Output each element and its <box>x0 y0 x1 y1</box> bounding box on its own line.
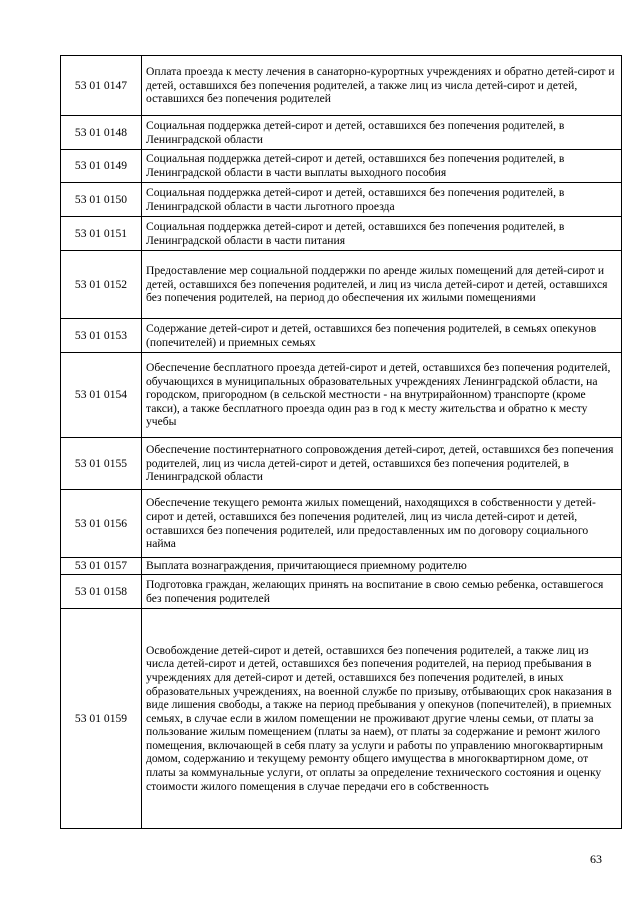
description-cell: Подготовка граждан, желающих принять на воспитание в свою семью ребенка, оставшегося без попечения родителей <box>142 575 622 609</box>
code-cell: 53 01 0157 <box>61 558 142 575</box>
code-cell: 53 01 0149 <box>61 150 142 183</box>
code-cell: 53 01 0148 <box>61 116 142 150</box>
description-cell: Социальная поддержка детей-сирот и детей, оставшихся без попечения родителей, в Ленинградской области в части льготного проезда <box>142 183 622 217</box>
code-cell: 53 01 0154 <box>61 353 142 438</box>
page-number: 63 <box>590 852 602 866</box>
description-cell: Обеспечение бесплатного проезда детей-сирот и детей, оставшихся без попечения родителей, обучающихся в муниципальных образовательных учреждениях Ленинградской области, на городском, пригородном (в сельской местности - на внутрирайонном) транспорте (кроме такси), а также бесплатного проезда один раз в год к месту жительства и обратно к месту учебы <box>142 353 622 438</box>
code-cell: 53 01 0151 <box>61 217 142 251</box>
table-row <box>61 319 622 353</box>
table-row <box>61 217 622 251</box>
code-cell: 53 01 0153 <box>61 319 142 353</box>
code-cell: 53 01 0158 <box>61 575 142 609</box>
table-row <box>61 251 622 319</box>
description-cell: Освобождение детей-сирот и детей, оставшихся без попечения родителей, а также лиц из числа детей-сирот и детей, оставшихся без попечения родителей, на период пребывания в учреждениях для детей-сирот и детей, оставшихся без попечения родителей, в иных образовательных учреждениях, на военной службе по призыву, отбывающих срок наказания в виде лишения свободы, а также на период пребывания у опекунов (попечителей), в приемных семьях, в случае если в жилом помещении не проживают другие члены семьи, от платы за пользование жилым помещением (платы за наем), от платы за содержание и ремонт жилого помещения, включающей в себя плату за услуги и работы по управлению многоквартирным домом, содержанию и текущему ремонту общего имущества в многоквартирном доме, от платы за коммунальные услуги, от оплаты за определение технического состояния и оценку стоимости жилого помещения в случае передачи его в собственность <box>142 609 622 829</box>
table-row <box>61 609 622 829</box>
description-cell: Предоставление мер социальной поддержки по аренде жилых помещений для детей-сирот и детей, оставшихся без попечения родителей, и лиц из числа детей-сирот и детей, оставшихся без попечения родителей, на период до обеспечения их жилыми помещениями <box>142 251 622 319</box>
description-cell: Социальная поддержка детей-сирот и детей, оставшихся без попечения родителей, в Ленинградской области <box>142 116 622 150</box>
description-cell: Социальная поддержка детей-сирот и детей, оставшихся без попечения родителей, в Ленинградской области в части питания <box>142 217 622 251</box>
description-cell: Выплата вознаграждения, причитающиеся приемному родителю <box>142 558 622 575</box>
description-cell: Содержание детей-сирот и детей, оставшихся без попечения родителей, в семьях опекунов (попечителей) и приемных семьях <box>142 319 622 353</box>
code-cell: 53 01 0150 <box>61 183 142 217</box>
code-cell: 53 01 0152 <box>61 251 142 319</box>
table-row <box>61 558 622 575</box>
code-cell: 53 01 0147 <box>61 56 142 116</box>
table-row <box>61 353 622 438</box>
code-cell: 53 01 0159 <box>61 609 142 829</box>
table-row <box>61 56 622 116</box>
description-cell: Обеспечение постинтернатного сопровождения детей-сирот, детей, оставшихся без попечения родителей, лиц из числа детей-сирот и детей, оставшихся без попечения родителей, в Ленинградской области <box>142 438 622 490</box>
table-row <box>61 575 622 609</box>
table-row <box>61 438 622 490</box>
table-row <box>61 116 622 150</box>
code-cell: 53 01 0156 <box>61 490 142 558</box>
table-row <box>61 490 622 558</box>
budget-codes-table <box>60 55 622 829</box>
table-row <box>61 183 622 217</box>
description-cell: Оплата проезда к месту лечения в санаторно-курортных учреждениях и обратно детей-сирот и детей, оставшихся без попечения родителей, а также лиц из числа детей-сирот и детей, оставшихся без попечения родителей <box>142 56 622 116</box>
code-cell: 53 01 0155 <box>61 438 142 490</box>
description-cell: Обеспечение текущего ремонта жилых помещений, находящихся в собственности у детей-сирот и детей, оставшихся без попечения родителей, лиц из числа детей-сирот и детей, оставшихся без попечения родителей, или предоставленных им по договору социального найма <box>142 490 622 558</box>
description-cell: Социальная поддержка детей-сирот и детей, оставшихся без попечения родителей, в Ленинградской области в части выплаты выходного пособия <box>142 150 622 183</box>
table-row <box>61 150 622 183</box>
